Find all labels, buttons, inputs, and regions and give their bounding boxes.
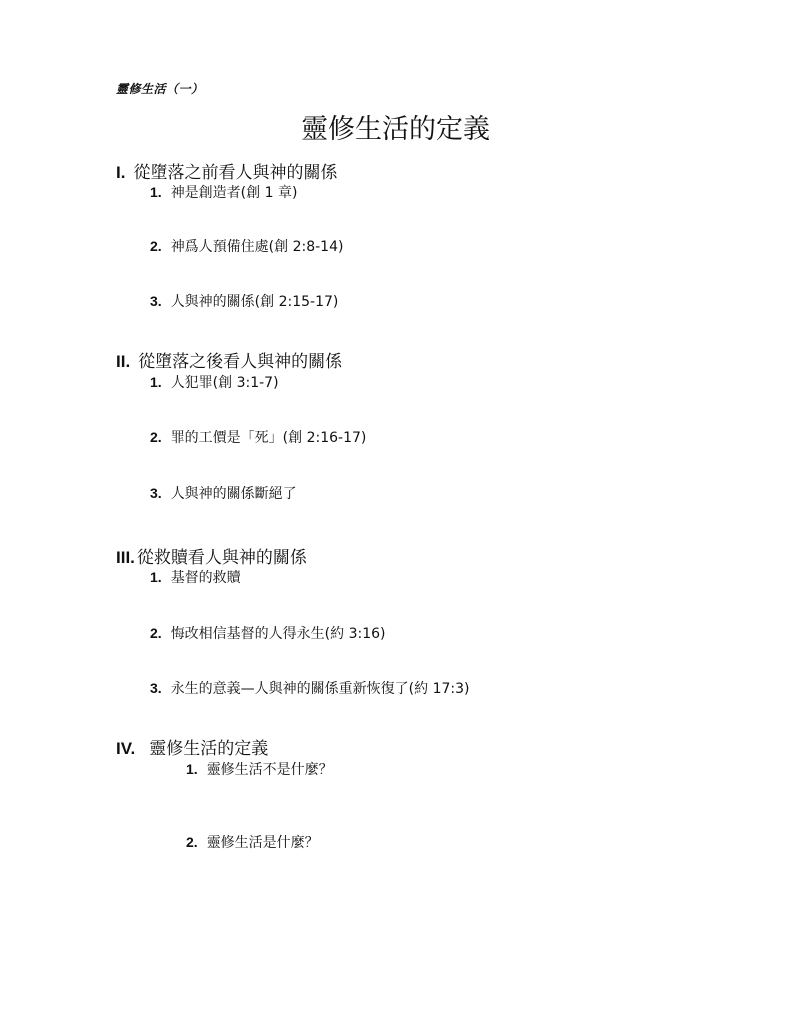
section-3-item-3 [150, 678, 470, 698]
item-number: 1. [150, 184, 162, 200]
item-text: 神是創造者(創 1 章) [170, 185, 298, 201]
section-1-heading [116, 158, 337, 183]
item-text: 人與神的關係斷絕了 [170, 486, 297, 502]
section-1-item-2 [150, 236, 343, 256]
item-text: 靈修生活是什麼？ [206, 835, 319, 851]
section-4-item-2 [186, 832, 319, 852]
section-3-number: III. [116, 548, 135, 567]
section-1-number: I. [116, 163, 126, 182]
item-text: 罪的工價是「死」(創 2:16-17) [170, 430, 367, 446]
item-text: 人犯罪(創 3:1-7) [170, 375, 279, 391]
section-1-item-1 [150, 182, 297, 202]
section-3 [116, 543, 307, 568]
section-2-heading-text: 從墮落之後看人與神的關係 [138, 352, 343, 372]
section-1-item-3 [150, 291, 338, 311]
section-4-heading-text: 靈修生活的定義 [149, 739, 269, 759]
item-number: 2. [150, 625, 162, 641]
section-3-item-1 [150, 567, 241, 587]
item-text: 永生的意義—人與神的關係重新恢復了(約 17:3) [170, 681, 470, 697]
section-3-item-2 [150, 623, 386, 643]
item-number: 3. [150, 680, 162, 696]
section-1-heading-text: 從墮落之前看人與神的關係 [133, 163, 338, 183]
section-4-heading [116, 734, 268, 759]
item-text: 人與神的關係(創 2:15-17) [170, 294, 339, 310]
header-label: 靈修生活（一） [116, 82, 204, 96]
section-4-item-1 [186, 759, 333, 779]
item-text: 靈修生活不是什麼？ [206, 762, 333, 778]
section-3-heading-text: 從救贖看人與神的關係 [136, 548, 307, 568]
section-1 [116, 158, 337, 183]
item-number: 1. [150, 569, 162, 585]
section-2-item-2 [150, 427, 366, 447]
item-number: 3. [150, 293, 162, 309]
section-2-number: II. [116, 352, 131, 371]
item-number: 2. [150, 429, 162, 445]
item-text: 悔改相信基督的人得永生(約 3:16) [170, 626, 386, 642]
section-4 [116, 734, 268, 759]
section-2-item-1 [150, 372, 279, 392]
item-number: 1. [150, 374, 162, 390]
section-2-item-3 [150, 483, 297, 503]
item-number: 2. [186, 834, 198, 850]
item-text: 基督的救贖 [170, 570, 241, 586]
section-2 [116, 347, 342, 372]
item-text: 神爲人預備住處(創 2:8-14) [170, 239, 344, 255]
document-title: 靈修生活的定義 [301, 114, 490, 145]
section-4-number: IV. [116, 739, 136, 758]
item-number: 2. [150, 238, 162, 254]
item-number: 3. [150, 485, 162, 501]
section-3-heading [116, 543, 307, 568]
section-2-heading [116, 347, 342, 372]
item-number: 1. [186, 761, 198, 777]
